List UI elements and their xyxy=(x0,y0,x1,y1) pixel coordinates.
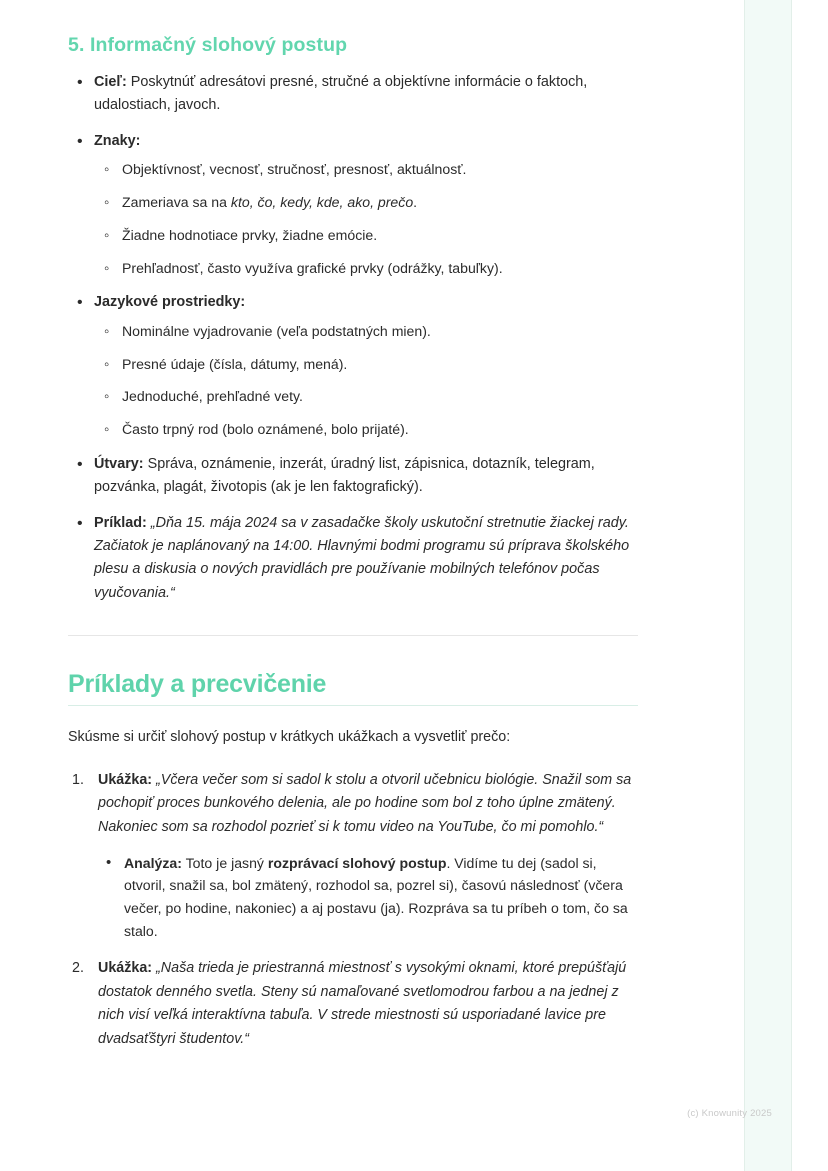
list-item xyxy=(94,225,638,247)
watermark: (c) Knowunity 2025 xyxy=(687,1108,772,1119)
section5-list xyxy=(68,71,638,605)
znaky-sublist xyxy=(94,159,638,279)
analysis-text-pre: Toto je jasný xyxy=(181,854,268,871)
sub-text: Jednoduché, prehľadné vety. xyxy=(122,388,303,405)
sub-text: Presné údaje (čísla, dátumy, mená). xyxy=(122,355,348,372)
list-item-jazykove-prostriedky xyxy=(68,291,638,441)
list-item-label: Znaky: xyxy=(94,132,141,149)
list-item-label: Jazykové prostriedky: xyxy=(94,294,246,311)
example-quote: „Naša trieda je priestranná miestnosť s vysokými oknami, ktoré prepúšťajú dostatok denného svetla. Steny sú namaľované svetlomodrou farbou a na jednej z nich visí veľká interaktívna tabuľa. V strede miestnosti sú usporiadané lavice pre dvadsaťštyri študentov.“ xyxy=(98,959,627,1047)
list-item-utvary xyxy=(68,453,638,500)
sub-text: Objektívnosť, vecnosť, stručnosť, presnosť, aktuálnosť. xyxy=(122,160,467,177)
list-item-label: Príklad: xyxy=(94,514,147,531)
page-title-priklady: Príklady a precvičenie xyxy=(68,670,327,699)
examples-list xyxy=(68,769,638,1051)
example-item-1 xyxy=(68,769,638,943)
analysis-label: Analýza: xyxy=(124,854,182,871)
section-divider xyxy=(68,635,638,636)
analysis-item xyxy=(98,852,638,943)
example-item-2 xyxy=(68,957,638,1051)
list-item xyxy=(94,354,638,376)
analysis-text-post: . Vidíme tu dej (sadol si, otvoril, snažil sa, bol zmätený, rozhodol sa, pozrel si), časovú následnosť (včera večer, po hodine, nakoniec) a aj postavu (ja). Rozpráva sa tu príbeh o tom, čo sa stalo. xyxy=(124,854,628,940)
priklad-quote: „Dňa 15. mája 2024 sa v zasadačke školy uskutoční stretnutie žiackej rady. Začiatok je naplánovaný na 14:00. Hlavnými bodmi programu sú príprava školského plesu a diskusia o nových pravidlách pre používanie mobilných telefónov počas vyučovania.“ xyxy=(94,514,630,601)
jazykove-sublist xyxy=(94,321,638,441)
list-item xyxy=(94,159,638,181)
list-item xyxy=(94,258,638,280)
list-item-text: Správa, oznámenie, inzerát, úradný list, zápisnica, dotazník, telegram, pozvánka, plagát, životopis (ak je len faktografický). xyxy=(94,456,595,496)
analysis-list xyxy=(98,852,638,943)
list-item-znaky xyxy=(68,130,638,280)
section-title-informacny: 5. Informačný slohový postup xyxy=(68,34,348,56)
list-item-ciel xyxy=(68,71,638,118)
analysis-strong: rozprávací slohový postup xyxy=(267,854,447,871)
example-label: Ukážka: xyxy=(98,771,153,788)
list-item-label: Cieľ: xyxy=(94,74,127,90)
list-item-priklad xyxy=(68,512,638,605)
list-item-label: Útvary: xyxy=(94,456,144,473)
sub-text: Žiadne hodnotiace prvky, žiadne emócie. xyxy=(122,226,378,243)
sub-text-post: . xyxy=(413,193,418,210)
sub-emphasis: kto, čo, kedy, kde, ako, prečo xyxy=(230,193,414,210)
examples-intro: Skúsme si určiť slohový postup v krátkych ukážkach a vysvetliť prečo: xyxy=(68,729,511,746)
example-quote: „Včera večer som si sadol k stolu a otvoril učebnicu biológie. Snažil som sa pochopiť proces bunkového delenia, ale po hodine som bol z toho úplne zmätený. Nakoniec som sa rozhodol pozrieť si k tomu video na YouTube, čo mi pomohlo.“ xyxy=(98,771,632,836)
list-item-text: Poskytnúť adresátovi presné, stručné a objektívne informácie o faktoch, udalostiach, javoch. xyxy=(94,74,588,114)
sub-text: Prehľadnosť, často využíva grafické prvky (odrážky, tabuľky). xyxy=(122,259,503,276)
sub-text: Nominálne vyjadrovanie (veľa podstatných mien). xyxy=(122,322,431,339)
document-content xyxy=(68,34,638,1065)
list-item xyxy=(94,192,638,214)
example-label: Ukážka: xyxy=(98,959,153,976)
list-item xyxy=(94,321,638,343)
sub-text: Často trpný rod (bolo oznámené, bolo prijaté). xyxy=(122,421,409,438)
list-item xyxy=(94,419,638,441)
title-underline xyxy=(68,705,638,706)
page-side-rail xyxy=(744,0,792,1171)
sub-text: Zameriava sa na xyxy=(122,193,231,210)
list-item xyxy=(94,386,638,408)
